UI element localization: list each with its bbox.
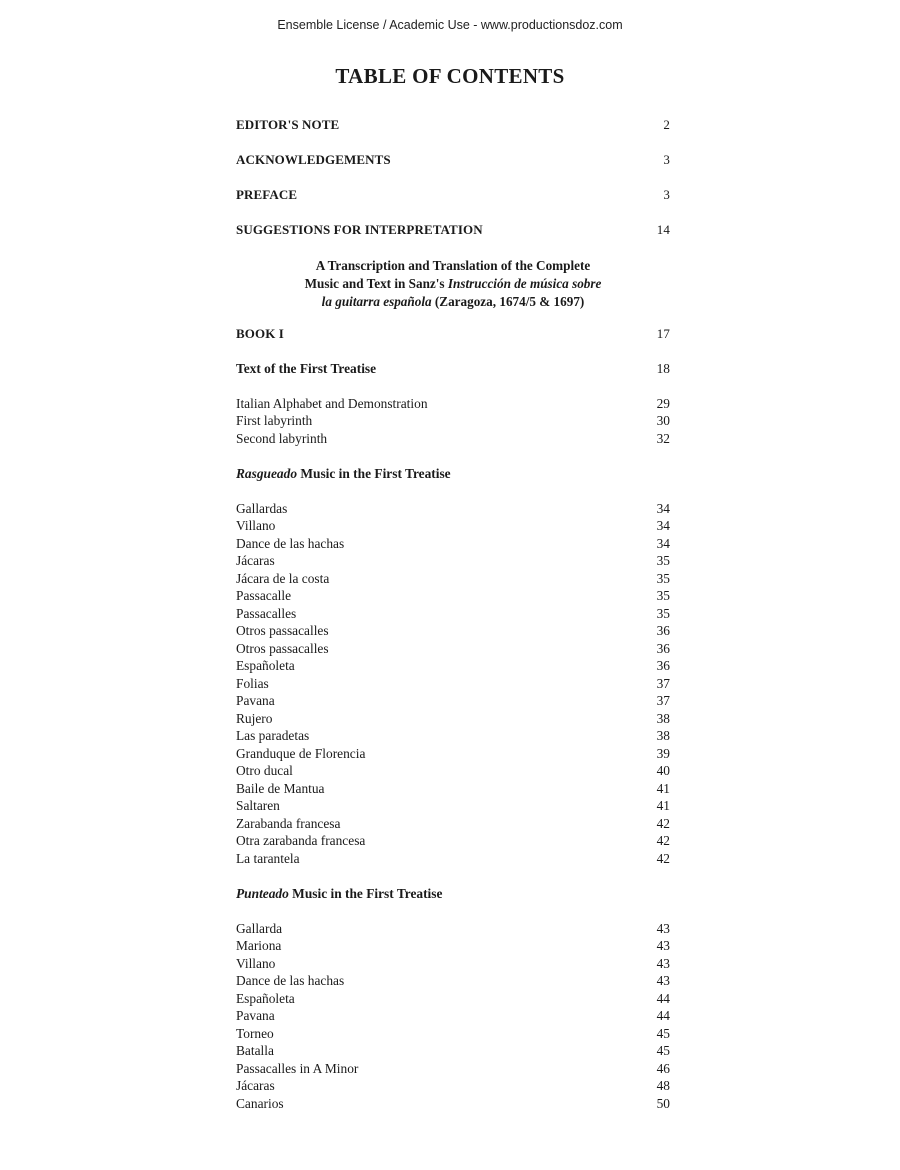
section-heading-rest: Music in the First Treatise	[297, 465, 451, 481]
list-item[interactable]	[236, 1077, 670, 1095]
toc-entry-label: First labyrinth	[236, 413, 313, 428]
toc-entry-page: 42	[656, 850, 670, 866]
list-item[interactable]	[236, 780, 670, 798]
toc-entry-label: Gallarda	[236, 920, 283, 936]
toc-entry-page: 35	[656, 588, 670, 603]
toc-entry-label: Dance de las hachas	[236, 535, 345, 551]
subtitle-block	[236, 257, 670, 311]
toc-entry-page: 41	[656, 780, 670, 796]
toc-entry-page: 36	[656, 640, 670, 656]
toc-entry-label: Otros passacalles	[236, 640, 329, 656]
list-item[interactable]	[236, 622, 670, 640]
toc-entry-label: Text of the First Treatise	[236, 360, 377, 376]
toc-entry-page: 41	[656, 798, 670, 813]
toc-entry-label: Mariona	[236, 938, 282, 953]
list-item[interactable]	[236, 937, 670, 955]
license-header: Ensemble License / Academic Use - www.productionsdoz.com	[277, 18, 623, 32]
toc-entry-label: Passacalle	[236, 588, 292, 603]
toc-entry-page: 39	[656, 745, 670, 761]
section-heading-italic: Rasgueado	[236, 465, 298, 481]
toc-entry-page: 35	[656, 605, 670, 621]
toc-entry-page: 36	[656, 658, 670, 673]
toc-entry-label: SUGGESTIONS FOR INTERPRETATION	[236, 222, 483, 237]
table-of-contents	[236, 116, 670, 1112]
list-item[interactable]	[236, 710, 670, 728]
toc-entry-page: 14	[656, 222, 670, 237]
toc-entry-label: Villano	[236, 518, 276, 533]
toc-entry-page: 42	[656, 833, 670, 848]
list-item[interactable]	[236, 850, 670, 868]
subtitle-line-2-italic: Instrucción de música sobre	[447, 275, 602, 291]
toc-entry-page: 46	[656, 1060, 670, 1076]
page-title: TABLE OF CONTENTS	[335, 64, 565, 88]
toc-entry-page: 42	[656, 815, 670, 831]
subtitle-line-3	[236, 293, 670, 311]
list-item[interactable]	[236, 762, 670, 780]
toc-entry-label: Saltaren	[236, 798, 280, 813]
list-item[interactable]	[236, 675, 670, 693]
toc-entry-page: 40	[656, 763, 670, 778]
list-item[interactable]	[236, 832, 670, 850]
list-item[interactable]	[236, 535, 670, 553]
toc-entry-label: BOOK I	[236, 325, 284, 341]
list-item[interactable]	[236, 657, 670, 675]
toc-entry-page: 32	[656, 430, 670, 446]
toc-entry-page: 43	[656, 973, 670, 988]
toc-entry-page: 29	[656, 395, 670, 411]
toc-entry-label: Canarios	[236, 1095, 284, 1111]
list-item[interactable]	[236, 920, 670, 938]
toc-entry-page: 44	[656, 990, 670, 1006]
toc-entry-label: Granduque de Florencia	[236, 745, 366, 761]
toc-entry-page: 30	[656, 413, 670, 428]
list-item[interactable]	[236, 1025, 670, 1043]
text-items-list	[236, 395, 670, 448]
list-item[interactable]	[236, 955, 670, 973]
list-item[interactable]	[236, 1007, 670, 1025]
subtitle-line-3-italic: la guitarra española	[321, 293, 432, 309]
toc-entry-label: Pavana	[236, 1008, 275, 1023]
toc-entry-label: Gallardas	[236, 500, 288, 516]
list-item[interactable]	[236, 500, 670, 518]
list-item[interactable]	[236, 727, 670, 745]
toc-entry-label: Jácaras	[236, 1078, 275, 1093]
list-item[interactable]	[236, 815, 670, 833]
toc-entry-label: Españoleta	[236, 990, 295, 1006]
section-heading-punteado	[236, 885, 670, 903]
toc-entry-page: 17	[656, 325, 670, 341]
list-item[interactable]	[236, 395, 670, 413]
toc-entry-page: 35	[656, 553, 670, 568]
toc-entry-page: 43	[656, 920, 670, 936]
toc-entry-label: Pavana	[236, 693, 275, 708]
list-item[interactable]	[236, 797, 670, 815]
section-heading-text	[236, 465, 451, 483]
list-item[interactable]	[236, 552, 670, 570]
toc-entry-page: 34	[656, 518, 670, 533]
toc-entry-label: Folias	[236, 675, 269, 691]
toc-entry-label: Italian Alphabet and Demonstration	[236, 395, 428, 411]
toc-entry-label: Otros passacalles	[236, 623, 329, 638]
toc-entry-page: 18	[656, 360, 670, 376]
section-heading-italic: Punteado	[236, 885, 289, 901]
toc-entry-label: Batalla	[236, 1043, 274, 1058]
toc-entry-label: EDITOR'S NOTE	[236, 117, 340, 132]
toc-entry-label: Passacalles in A Minor	[236, 1060, 359, 1076]
toc-entry-preface[interactable]	[236, 186, 670, 204]
list-item[interactable]	[236, 570, 670, 588]
list-item[interactable]	[236, 1060, 670, 1078]
list-item[interactable]	[236, 692, 670, 710]
toc-entry-page: 37	[656, 675, 670, 691]
list-item[interactable]	[236, 517, 670, 535]
punteado-list	[236, 920, 670, 1113]
toc-entry-label: Passacalles	[236, 605, 297, 621]
subtitle-line-1: A Transcription and Translation of the Complete	[315, 257, 591, 273]
toc-entry-editors-note[interactable]	[236, 116, 670, 134]
toc-entry-label: La tarantela	[236, 850, 300, 866]
toc-entry-acknowledgements[interactable]	[236, 151, 670, 169]
toc-entry-label: Baile de Mantua	[236, 780, 325, 796]
toc-entry-label: Las paradetas	[236, 728, 310, 743]
toc-entry-page: 43	[656, 938, 670, 953]
toc-entry-page: 38	[656, 728, 670, 743]
toc-entry-label: Otro ducal	[236, 763, 293, 778]
toc-entry-page: 3	[663, 152, 670, 167]
toc-entry-label: Jácara de la costa	[236, 570, 330, 586]
subtitle-line-2	[236, 275, 670, 293]
toc-entry-page: 3	[663, 187, 670, 202]
list-item[interactable]	[236, 972, 670, 990]
list-item[interactable]	[236, 430, 670, 448]
toc-entry-label: Villano	[236, 955, 276, 971]
toc-entry-page: 37	[656, 693, 670, 708]
toc-entry-page: 38	[656, 710, 670, 726]
toc-entry-label: Jácaras	[236, 553, 275, 568]
toc-entry-suggestions[interactable]	[236, 221, 670, 239]
toc-entry-label: Rujero	[236, 710, 273, 726]
toc-entry-label: PREFACE	[236, 187, 298, 202]
toc-entry-page: 43	[656, 955, 670, 971]
list-item[interactable]	[236, 1042, 670, 1060]
toc-entry-label: Otra zarabanda francesa	[236, 833, 366, 848]
subtitle-line-2-text: Music and Text in Sanz's	[304, 275, 448, 291]
list-item[interactable]	[236, 640, 670, 658]
list-item[interactable]	[236, 1095, 670, 1113]
section-heading-rasgueado	[236, 465, 670, 483]
rasgueado-list	[236, 500, 670, 868]
list-item[interactable]	[236, 605, 670, 623]
section-heading-text	[236, 885, 442, 903]
toc-entry-page: 48	[656, 1078, 670, 1093]
list-item[interactable]	[236, 587, 670, 605]
toc-entry-book-i[interactable]	[236, 325, 670, 343]
toc-entry-label: Zarabanda francesa	[236, 815, 341, 831]
toc-entry-label: Torneo	[236, 1025, 274, 1041]
toc-entry-page: 45	[656, 1043, 670, 1058]
section-heading-rest: Music in the First Treatise	[288, 885, 443, 901]
toc-entry-page: 35	[656, 570, 670, 586]
toc-entry-page: 2	[663, 117, 670, 132]
toc-entry-text-first-treatise[interactable]	[236, 360, 670, 378]
toc-entry-page: 44	[656, 1008, 670, 1023]
toc-entry-page: 34	[656, 500, 670, 516]
list-item[interactable]	[236, 412, 670, 430]
toc-entry-page: 34	[656, 535, 670, 551]
toc-entry-label: ACKNOWLEDGEMENTS	[236, 152, 391, 167]
subtitle-line-3-text: (Zaragoza, 1674/5 & 1697)	[431, 293, 585, 309]
list-item[interactable]	[236, 745, 670, 763]
toc-entry-label: Españoleta	[236, 658, 295, 673]
toc-entry-page: 36	[656, 623, 670, 638]
toc-entry-page: 45	[656, 1025, 670, 1041]
list-item[interactable]	[236, 990, 670, 1008]
toc-entry-label: Dance de las hachas	[236, 973, 345, 988]
toc-entry-page: 50	[656, 1095, 670, 1111]
toc-entry-label: Second labyrinth	[236, 430, 328, 446]
